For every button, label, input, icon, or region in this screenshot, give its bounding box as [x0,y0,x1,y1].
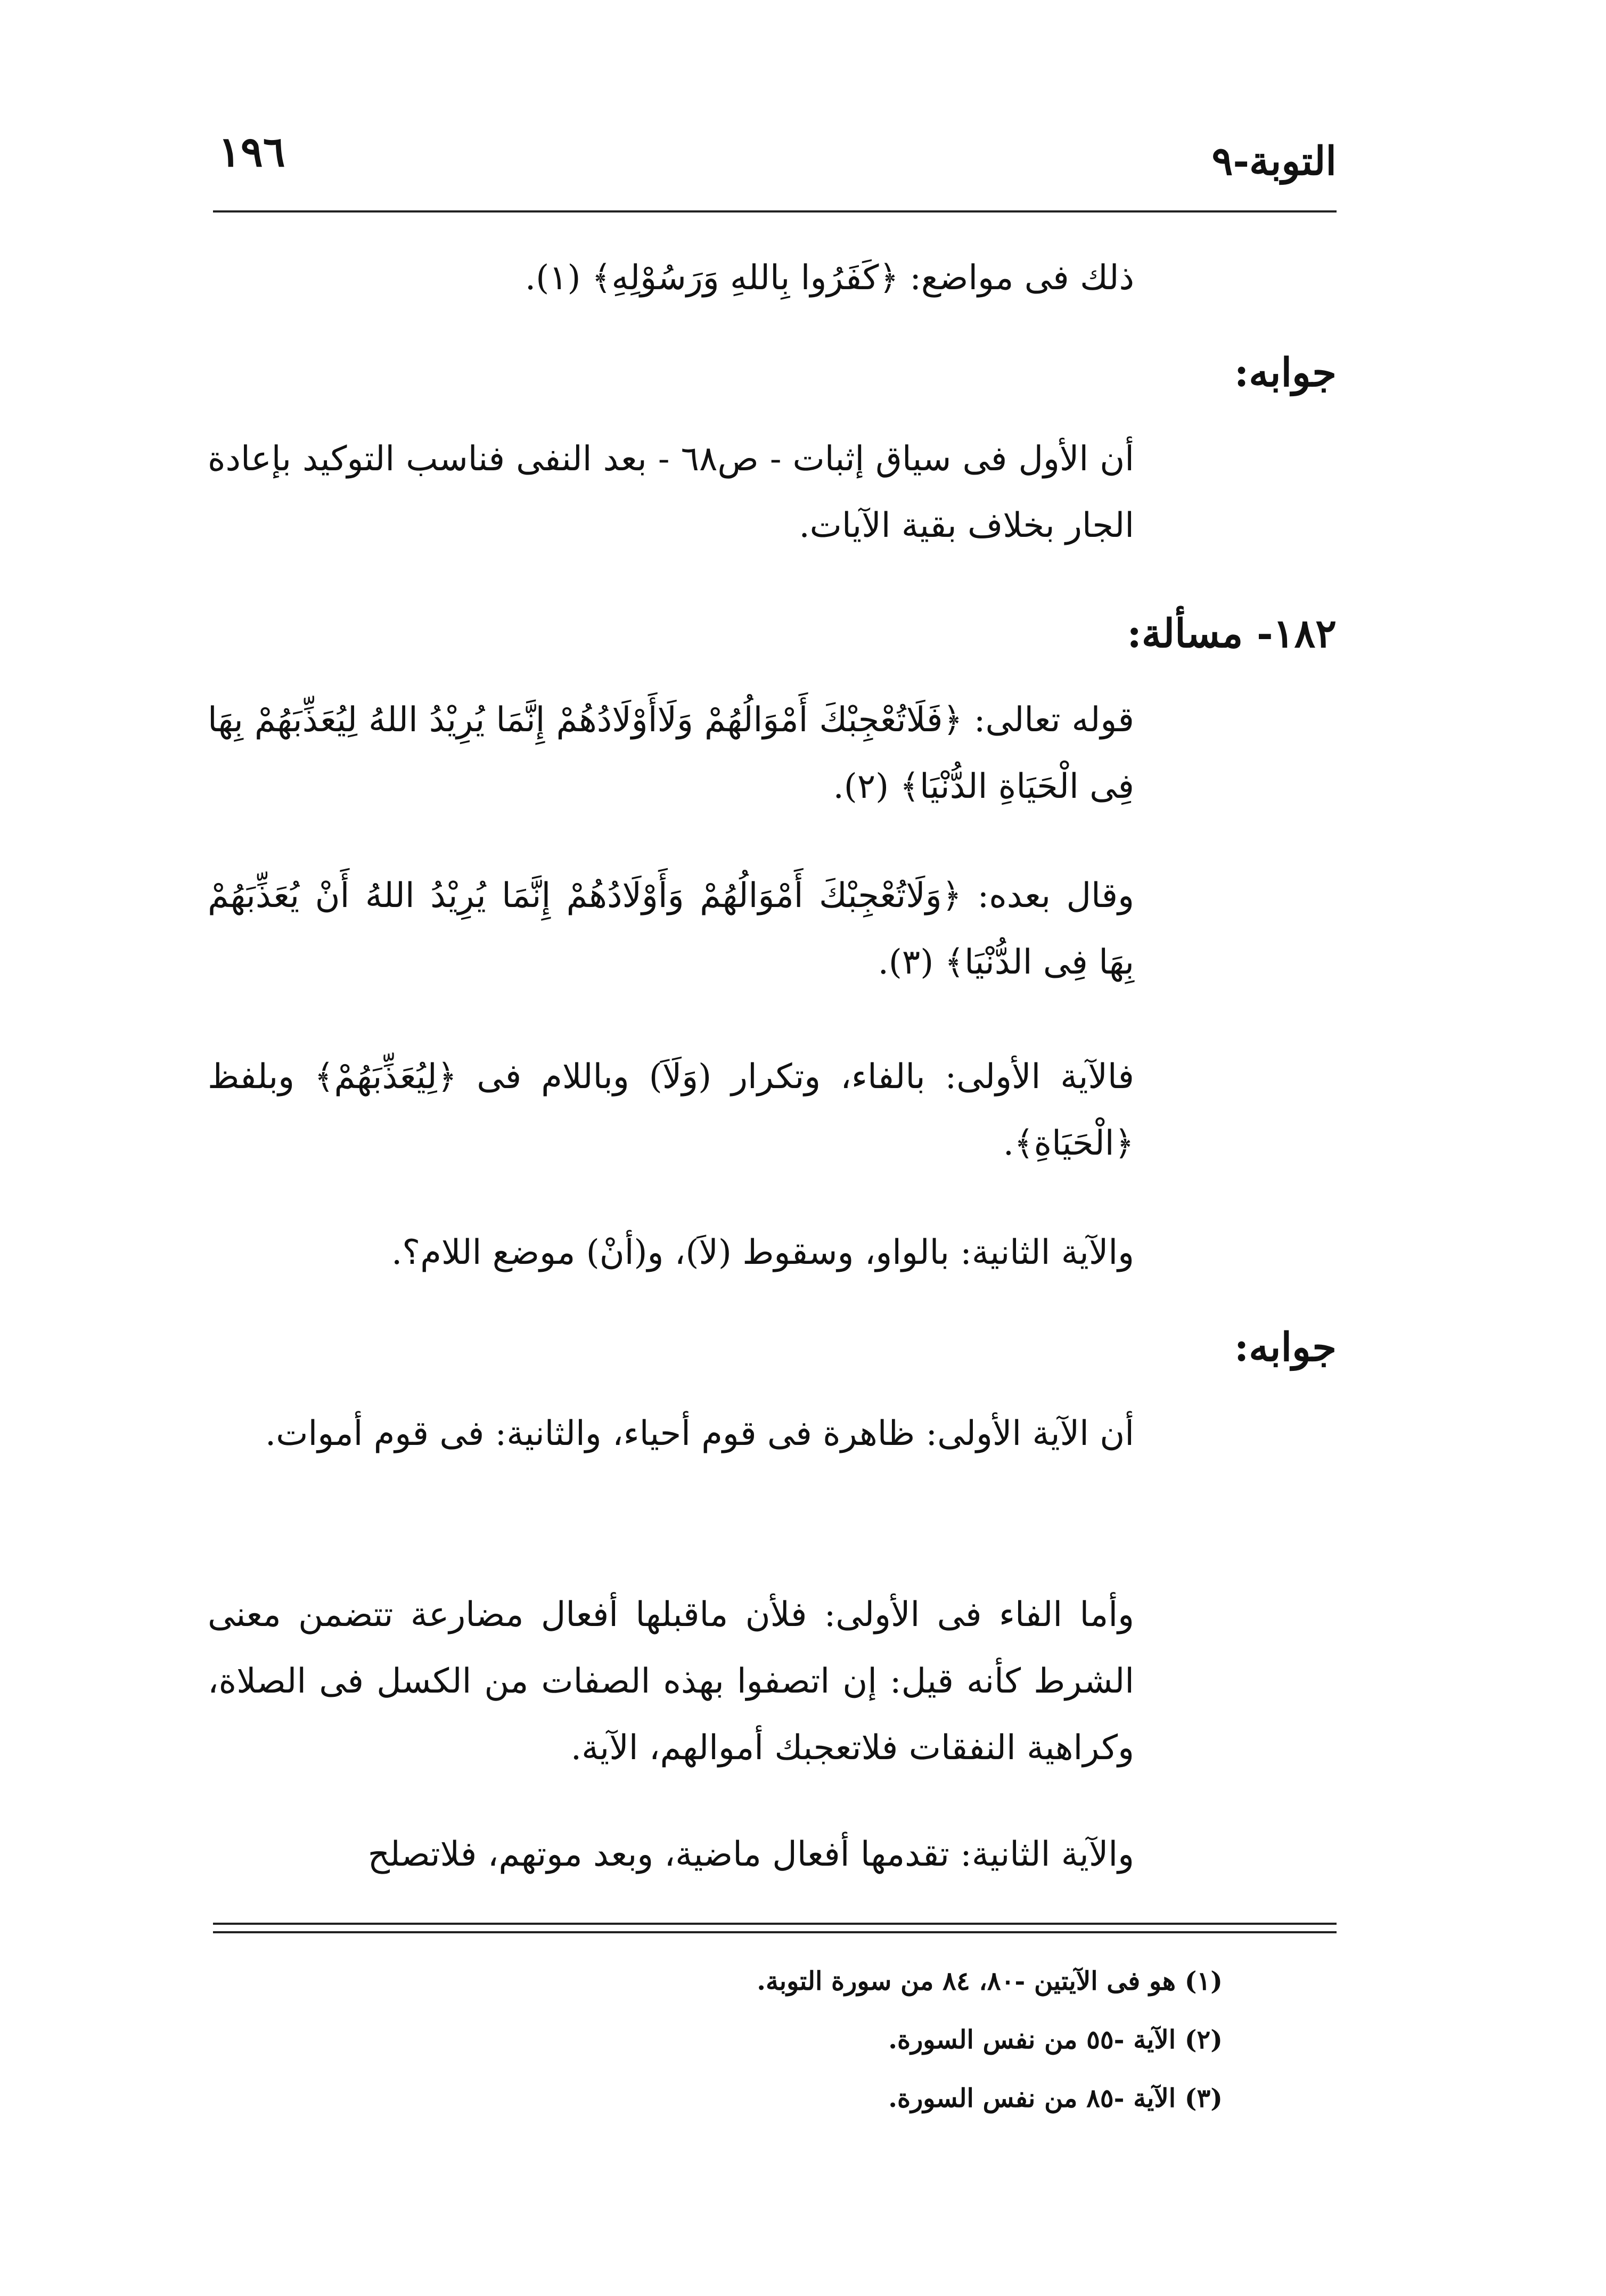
footnote-1: (١) هو فى الآيتين -٨٠، ٨٤ من سورة التوبة. [757,1966,1223,1996]
paragraph-9: والآية الثانية: تقدمها أفعال ماضية، وبعد موتهم، فلاتصلح [367,1835,1134,1874]
paragraph-5: فالآية الأولى: بالفاء، وتكرار (وَلَاَ) وباللام فى ﴿لِيُعَذِّبَهُمْ﴾ وبلفظ ﴿الْحَيَاةِ﴾. [208,1057,1134,1163]
heading-answer-1: جوابه: [1234,350,1337,396]
heading-question-182: ١٨٢- مسألة: [1127,611,1337,657]
paragraph-2: أن الأول فى سياق إثبات - ص٦٨ - بعد النفى فناسب التوكيد بإعادة الجار بخلاف بقية الآيات. [208,439,1134,545]
footnote-3: (٣) الآية -٨٥ من نفس السورة. [888,2083,1223,2113]
paragraph-4: وقال بعده: ﴿وَلَاتُعْجِبْكَ أَمْوَالُهُمْ وَأَوْلَادُهُمْ إِنَّمَا يُرِيْدُ اللهُ أَنْ يُعَذِّبَهُمْ بِهَا فِى الدُّنْيَا﴾ (٣). [208,876,1134,982]
paragraph-6: والآية الثانية: بالواو، وسقوط (لاَ)، و(أنْ) موضع اللام؟. [391,1233,1134,1272]
page-number: ١٩٦ [218,128,285,176]
footnote-2: (٢) الآية -٥٥ من نفس السورة. [888,2025,1223,2055]
paragraph-3: قوله تعالى: ﴿فَلَاتُعْجِبْكَ أَمْوَالُهُمْ وَلَاأَوْلَادُهُمْ إِنَّمَا يُرِيْدُ اللهُ لِيُعَذِّبَهُمْ بِهَا فِى الْحَيَاةِ الدُّنْيَا﴾ (٢). [208,700,1135,806]
heading-answer-2: جوابه: [1234,1325,1337,1370]
header-rule [213,210,1337,213]
page-header [208,128,1337,208]
paragraph-1: ذلك فى مواضع: ﴿كَفَرُوا بِاللهِ وَرَسُوْلِهِ﴾ (١). [525,258,1134,298]
footnote-rule-top [213,1923,1337,1925]
section-title: التوبة-٩ [1211,138,1337,184]
paragraph-8: وأما الفاء فى الأولى: فلأن ماقبلها أفعال مضارعة تتضمن معنى الشرط كأنه قيل: إن اتصفوا بهذه الصفات من الكسل فى الصلاة، وكراهية النفقات فلاتعجبك أموالهم، الآية. [208,1595,1134,1768]
footnote-rule-bottom [213,1931,1337,1933]
paragraph-7: أن الآية الأولى: ظاهرة فى قوم أحياء، والثانية: فى قوم أموات. [265,1414,1134,1453]
